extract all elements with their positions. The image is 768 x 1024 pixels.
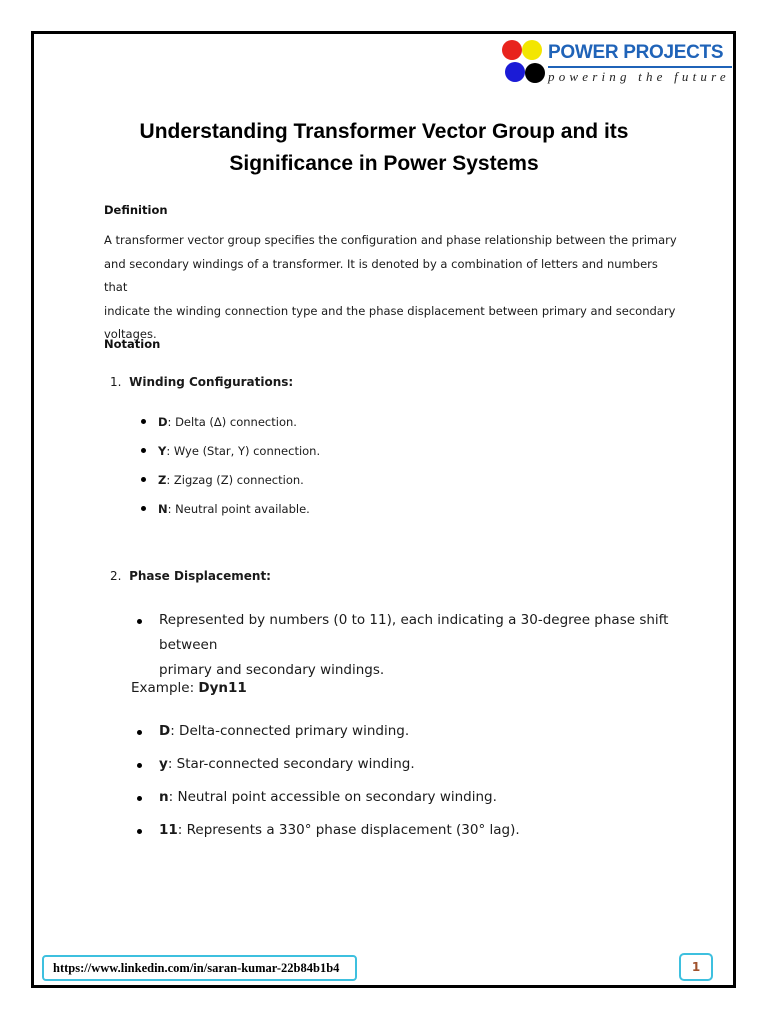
bullet-dot [137, 763, 142, 768]
power-projects-logo [500, 38, 732, 88]
bullet-item: N: Neutral point available. [141, 502, 310, 516]
logo-black-dot [525, 63, 545, 83]
title-line-2: Significance in Power Systems [229, 152, 539, 175]
bullet-item: Y: Wye (Star, Y) connection. [141, 444, 320, 458]
logo-underline [548, 66, 732, 68]
example-line [131, 680, 247, 696]
bullet-dot [137, 796, 142, 801]
list-number: 1. [110, 375, 122, 389]
example-bullet: n: Neutral point accessible on secondary winding. [159, 785, 497, 810]
definition-line: indicate the winding connection type and the phase displacement between primary and secondary [104, 303, 676, 318]
bullet-dot [141, 419, 146, 424]
linkedin-link[interactable]: https://www.linkedin.com/in/saran-kumar-22b84b1b4 [42, 955, 357, 981]
list-item-winding-configurations [110, 375, 293, 389]
bullet-item: Z: Zigzag (Z) connection. [141, 473, 304, 487]
title-line-1: Understanding Transformer Vector Group and its [139, 120, 629, 143]
bullet-dot [141, 477, 146, 482]
example-bullet: 11: Represents a 330° phase displacement (30° lag). [159, 818, 520, 843]
definition-paragraph [104, 229, 684, 347]
list-label: Phase Displacement: [129, 569, 271, 583]
list-number: 2. [110, 569, 122, 583]
logo-yellow-dot [522, 40, 542, 60]
bullet-dot [137, 730, 142, 735]
definition-heading: Definition [104, 203, 168, 217]
bullet-dot [137, 829, 142, 834]
list-label: Winding Configurations: [129, 375, 294, 389]
bullet-dot [141, 448, 146, 453]
definition-line: A transformer vector group specifies the configuration and phase relationship between the primary [104, 233, 677, 247]
example-bullet: D: Delta-connected primary winding. [159, 719, 409, 744]
definition-line: voltages. [104, 327, 157, 341]
bullet-item-phase-description: Represented by numbers (0 to 11), each indicating a 30-degree phase shift between primary and secondary windings. [159, 608, 699, 683]
bullet-item: D: Delta (Δ) connection. [141, 415, 297, 429]
page-number: 1 [679, 953, 713, 981]
bullet-dot [141, 506, 146, 511]
bullet-dot [137, 619, 142, 624]
example-label: Example: [131, 680, 199, 696]
page-title [60, 116, 708, 180]
logo-blue-dot [505, 62, 525, 82]
definition-line: and secondary windings of a transformer. It is denoted by a combination of letters and numbers that [104, 256, 658, 294]
list-item-phase-displacement [110, 569, 271, 583]
example-value: Dyn11 [198, 680, 247, 696]
notation-heading: Notation [104, 337, 161, 351]
logo-red-dot [502, 40, 522, 60]
example-bullet: y: Star-connected secondary winding. [159, 752, 415, 777]
logo-tagline: powering the future [548, 69, 730, 84]
logo-title: POWER PROJECTS [548, 42, 724, 63]
